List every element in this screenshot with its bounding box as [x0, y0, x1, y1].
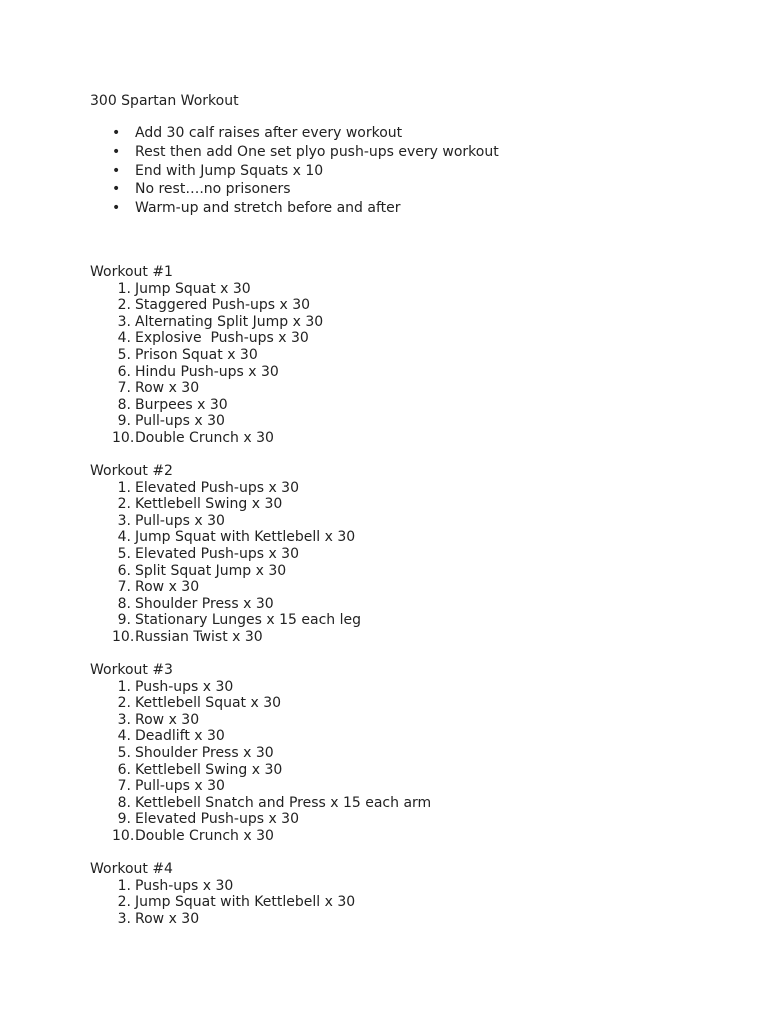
item-number: 7.	[117, 778, 131, 795]
item-number: 1.	[117, 479, 131, 496]
list-item	[90, 180, 499, 199]
workout-title: Workout #1	[90, 264, 173, 280]
exercise-text: Kettlebell Snatch and Press x 15 each arm	[135, 794, 432, 811]
bullet-text: Rest then add One set plyo push-ups every workout	[135, 143, 499, 160]
exercise-text: Push-ups x 30	[135, 877, 234, 894]
workout-title: Workout #3	[90, 662, 173, 678]
list-item	[90, 745, 431, 762]
item-number: 3.	[117, 910, 131, 927]
list-item	[90, 529, 361, 546]
list-item	[90, 347, 323, 364]
list-item	[90, 911, 355, 928]
list-item	[90, 695, 431, 712]
item-number: 9.	[117, 811, 131, 828]
bullet-text: End with Jump Squats x 10	[135, 162, 324, 179]
item-number: 1.	[117, 280, 131, 297]
list-item	[90, 330, 323, 347]
item-number: 6.	[117, 363, 131, 380]
item-number: 2.	[117, 695, 131, 712]
list-item	[90, 297, 323, 314]
bullet-text: Add 30 calf raises after every workout	[135, 125, 403, 141]
list-item	[90, 546, 361, 563]
item-number: 6.	[117, 761, 131, 778]
list-item	[90, 281, 323, 298]
exercise-text: Hindu Push-ups x 30	[135, 363, 279, 380]
item-number: 9.	[117, 612, 131, 629]
exercise-list	[90, 281, 323, 447]
bullet-icon: •	[112, 143, 121, 160]
list-item	[90, 762, 431, 779]
list-item	[90, 124, 499, 143]
list-item	[90, 728, 431, 745]
item-number: 2.	[117, 496, 131, 513]
exercise-text: Double Crunch x 30	[135, 827, 274, 844]
list-item	[90, 828, 431, 845]
workout-section-1	[90, 264, 323, 447]
list-item	[90, 629, 361, 646]
item-number: 2.	[117, 894, 131, 911]
list-item	[90, 496, 361, 513]
exercise-list	[90, 878, 355, 928]
item-number: 10.	[112, 628, 135, 645]
item-number: 3.	[117, 512, 131, 529]
item-number: 8.	[117, 396, 131, 413]
exercise-text: Prison Squat x 30	[135, 346, 258, 363]
list-item	[90, 513, 361, 530]
list-item	[90, 795, 431, 812]
exercise-text: Jump Squat x 30	[135, 280, 251, 297]
list-item	[90, 596, 361, 613]
item-number: 10.	[112, 827, 135, 844]
list-item	[90, 143, 499, 162]
exercise-text: Shoulder Press x 30	[135, 744, 274, 761]
exercise-text: Kettlebell Swing x 30	[135, 496, 283, 513]
exercise-text: Split Squat Jump x 30	[135, 562, 287, 579]
exercise-text: Elevated Push-ups x 30	[135, 545, 299, 562]
item-number: 7.	[117, 380, 131, 397]
exercise-text: Pull-ups x 30	[135, 778, 225, 795]
item-number: 10.	[112, 429, 135, 446]
item-number: 3.	[117, 711, 131, 728]
list-item	[90, 894, 355, 911]
exercise-text: Alternating Split Jump x 30	[135, 313, 324, 330]
list-item	[90, 563, 361, 580]
exercise-list	[90, 679, 431, 845]
list-item	[90, 397, 323, 414]
exercise-text: Row x 30	[135, 711, 200, 728]
exercise-text: Jump Squat with Kettlebell x 30	[135, 894, 356, 911]
bullet-icon: •	[112, 200, 121, 216]
list-item	[90, 712, 431, 729]
exercise-text: Deadlift x 30	[135, 728, 225, 745]
item-number: 5.	[117, 346, 131, 363]
exercise-text: Burpees x 30	[135, 396, 228, 413]
item-number: 4.	[117, 529, 131, 546]
exercise-text: Russian Twist x 30	[135, 628, 263, 645]
list-item	[90, 364, 323, 381]
list-item	[90, 811, 431, 828]
list-item	[90, 380, 323, 397]
list-item	[90, 679, 431, 696]
item-number: 8.	[117, 794, 131, 811]
list-item	[90, 480, 361, 497]
item-number: 5.	[117, 744, 131, 761]
list-item	[90, 612, 361, 629]
bullet-text: Warm-up and stretch before and after	[135, 200, 401, 216]
exercise-text: Row x 30	[135, 579, 200, 596]
exercise-text: Pull-ups x 30	[135, 512, 225, 529]
bullet-icon: •	[112, 162, 121, 179]
list-item	[90, 878, 355, 895]
item-number: 1.	[117, 877, 131, 894]
workout-section-3	[90, 662, 431, 845]
workout-title: Workout #2	[90, 463, 173, 479]
bullet-text: No rest….no prisoners	[135, 181, 291, 198]
exercise-text: Shoulder Press x 30	[135, 595, 274, 612]
item-number: 4.	[117, 728, 131, 745]
document-title: 300 Spartan Workout	[90, 93, 239, 109]
item-number: 7.	[117, 579, 131, 596]
item-number: 6.	[117, 562, 131, 579]
list-item	[90, 430, 323, 447]
exercise-text: Explosive Push-ups x 30	[135, 330, 309, 347]
list-item	[90, 314, 323, 331]
list-item	[90, 778, 431, 795]
workout-title: Workout #4	[90, 861, 173, 877]
exercise-text: Stationary Lunges x 15 each leg	[135, 612, 361, 629]
exercise-text: Row x 30	[135, 380, 200, 397]
exercise-text: Double Crunch x 30	[135, 429, 274, 446]
exercise-text: Kettlebell Swing x 30	[135, 761, 283, 778]
bullet-icon: •	[112, 125, 121, 141]
exercise-text: Staggered Push-ups x 30	[135, 297, 311, 314]
exercise-list	[90, 480, 361, 646]
workout-section-2	[90, 463, 361, 646]
exercise-text: Jump Squat with Kettlebell x 30	[135, 529, 356, 546]
item-number: 2.	[117, 297, 131, 314]
exercise-text: Row x 30	[135, 910, 200, 927]
workout-section-4	[90, 861, 355, 927]
exercise-text: Elevated Push-ups x 30	[135, 811, 299, 828]
list-item	[90, 162, 499, 181]
item-number: 1.	[117, 678, 131, 695]
list-item	[90, 579, 361, 596]
bullet-icon: •	[112, 181, 121, 198]
item-number: 5.	[117, 545, 131, 562]
item-number: 9.	[117, 413, 131, 430]
item-number: 3.	[117, 313, 131, 330]
item-number: 4.	[117, 330, 131, 347]
guidelines-list	[90, 124, 499, 218]
list-item	[90, 199, 499, 218]
list-item	[90, 413, 323, 430]
exercise-text: Push-ups x 30	[135, 678, 234, 695]
exercise-text: Pull-ups x 30	[135, 413, 225, 430]
exercise-text: Kettlebell Squat x 30	[135, 695, 282, 712]
exercise-text: Elevated Push-ups x 30	[135, 479, 299, 496]
item-number: 8.	[117, 595, 131, 612]
